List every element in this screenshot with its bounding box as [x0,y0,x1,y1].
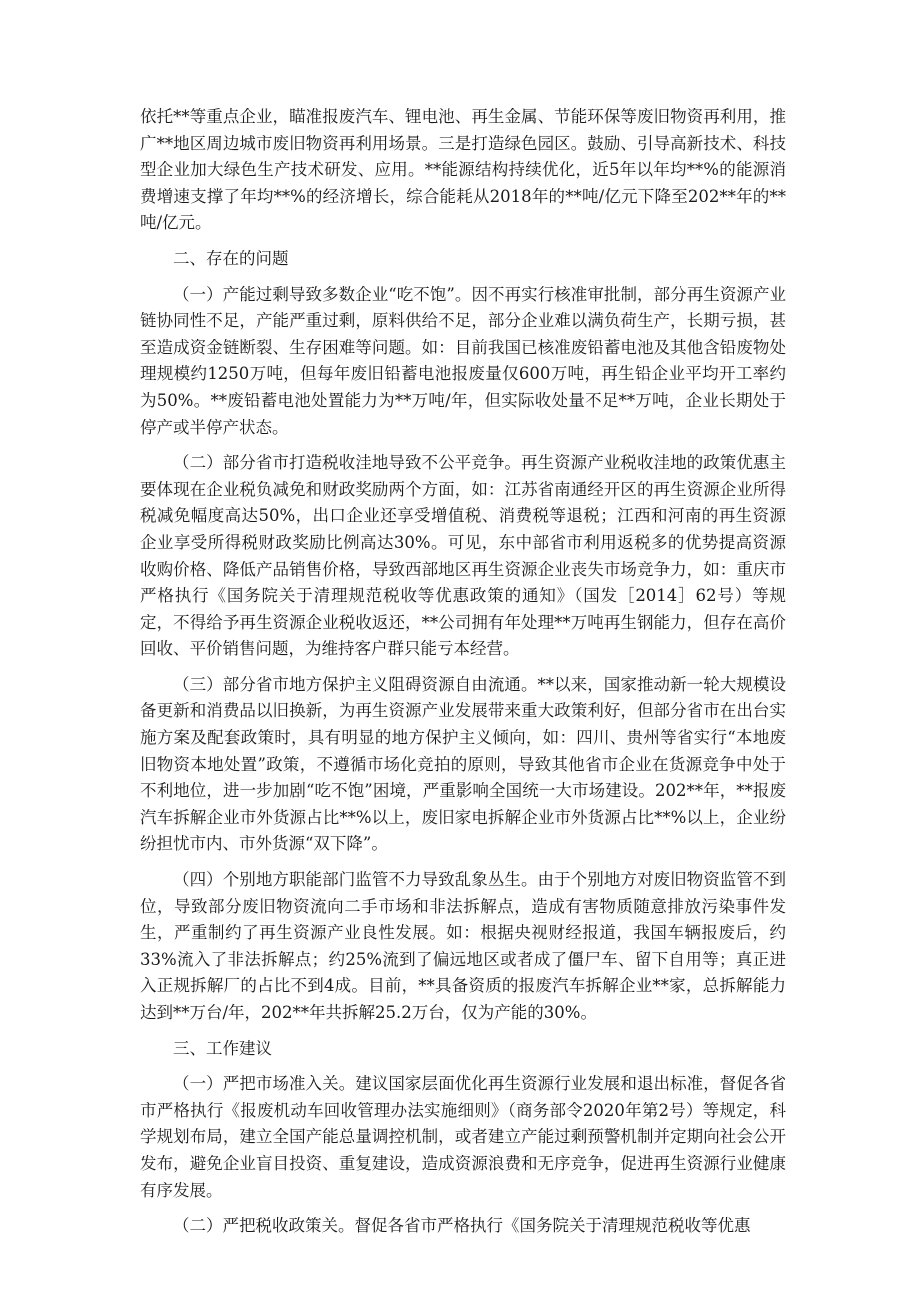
paragraph-problem-4: （四）个别地方职能部门监管不力导致乱象丛生。由于个别地方对废旧物资监管不到位，导致部分废旧物资流向二手市场和非法拆解点，造成有害物质随意排放污染事件发生，严重制约了再生资源产业良性发展。如：根据央视财经报道，我国车辆报废后，约33%流入了非法拆解点；约25%流到了偏远地区或者成了僵尸车、留下自用等；真正进入正规拆解厂的占比不到4成。目前，**具备资质的报废汽车拆解企业**家，总拆解能力达到**万台/年，202**年共拆解25.2万台，仅为产能的30%。 [140,870,786,1022]
section-heading-problems: 二、存在的问题 [173,248,289,268]
paragraph-problem-3: （三）部分省市地方保护主义阻碍资源自由流通。**以来，国家推动新一轮大规模设备更新和消费品以旧换新，为再生资源产业发展带来重大政策利好，但部分省市在出台实施方案及配套政策时，具有明显的地方保护主义倾向，如：四川、贵州等省实行“本地废旧物资本地处置”政策，不遵循市场化竞拍的原则，导致其他省市企业在货源竞争中处于不利地位，进一步加剧“吃不饱”困境，严重影响全国统一大市场建设。202**年，**报废汽车拆解企业市外货源占比**%以上，废旧家电拆解企业市外货源占比**%以上，企业纷纷担忧市内、市外货源“双下降”。 [140,674,786,854]
document-page [140,104,786,1249]
paragraph-suggestion-1: （一）严把市场准入关。建议国家层面优化再生资源行业发展和退出标准，督促各省市严格执行《报废机动车回收管理办法实施细则》（商务部令2020年第2号）等规定，科学规划布局，建立全国产能总量调控机制，或者建立产能过剩预警机制并定期向社会公开发布，避免企业盲目投资、重复建设，造成资源浪费和无序竞争，促进再生资源行业健康有序发展。 [140,1074,786,1200]
paragraph-suggestion-2: （二）严把税收政策关。督促各省市严格执行《国务院关于清理规范税收等优惠 [173,1216,751,1236]
paragraph-intro: 依托**等重点企业，瞄准报废汽车、锂电池、再生金属、节能环保等废旧物资再利用，推广**地区周边城市废旧物资再利用场景。三是打造绿色园区。鼓励、引导高新技术、科技型企业加大绿色生产技术研发、应用。**能源结构持续优化，近5年以年均**%的能源消费增速支撑了年均**%的经济增长，综合能耗从2018年的**吨/亿元下降至202**年的**吨/亿元。 [140,107,786,233]
section-heading-suggestions: 三、工作建议 [173,1038,272,1058]
paragraph-problem-1: （一）产能过剩导致多数企业“吃不饱”。因不再实行核准审批制，部分再生资源产业链协同性不足，产能严重过剩，原料供给不足，部分企业难以满负荷生产，长期亏损，甚至造成资金链断裂、生存困难等问题。如：目前我国已核准废铅蓄电池及其他含铅废物处理规模约1250万吨，但每年废旧铅蓄电池报废量仅600万吨，再生铅企业平均开工率约为50%。**废铅蓄电池处置能力为**万吨/年，但实际收处量不足**万吨，企业长期处于停产或半停产状态。 [140,284,786,437]
paragraph-problem-2: （二）部分省市打造税收洼地导致不公平竞争。再生资源产业税收洼地的政策优惠主要体现在企业税负减免和财政奖励两个方面，如：江苏省南通经开区的再生资源企业所得税减免幅度高达50%，出口企业还享受增值税、消费税等退税；江西和河南的再生资源企业享受所得税财政奖励比例高达30%。可见，东中部省市利用返税多的优势提高资源收购价格、降低产品销售价格，导致西部地区再生资源企业丧失市场竞争力，如：重庆市严格执行《国务院关于清理规范税收等优惠政策的通知》（国发［2014］62号）等规定，不得给予再生资源企业税收返还，**公司拥有年处理**万吨再生钢能力，但存在高价回收、平价销售问题，为维持客户群只能亏本经营。 [140,453,786,659]
